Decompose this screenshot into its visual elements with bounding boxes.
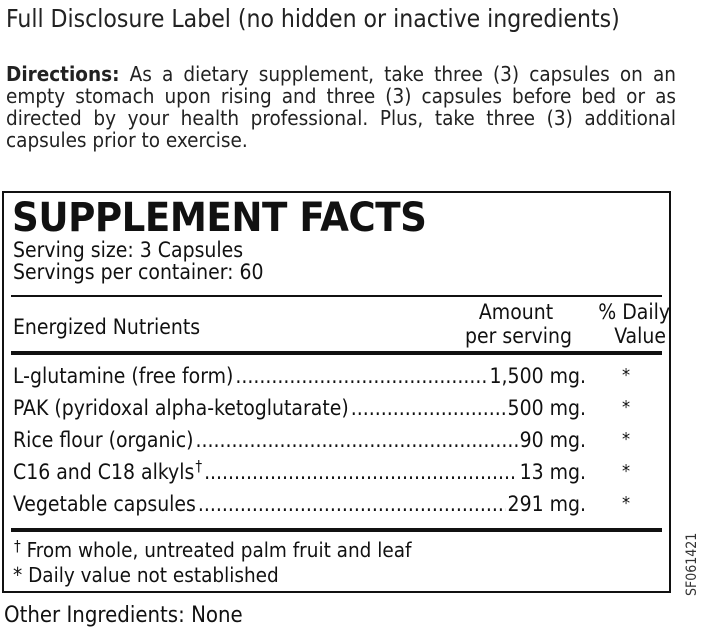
serving-size: Serving size: 3 Capsules [13,238,244,262]
nutrient-name: PAK (pyridoxal alpha-ketoglutarate) [13,396,349,420]
col-dv-line1: % Daily [598,300,670,324]
nutrient-dv: * [621,461,631,482]
disclosure-heading: Full Disclosure Label (no hidden or inactive ingredients) [6,4,620,33]
footnote-dagger [13,538,411,564]
dagger-mark: † [195,457,203,475]
nutrient-row [13,457,586,487]
nutrients-divider [11,351,662,355]
col-dv-header [584,300,670,348]
footnote-star: * Daily value not established [13,563,279,587]
supplement-facts-panel [2,191,671,593]
nutrient-row [13,489,586,519]
leader-dots [195,425,517,455]
nutrient-amount: 1,500 mg. [489,364,586,388]
nutrient-row [13,393,586,423]
other-ingredients: Other Ingredients: None [4,603,243,628]
facts-title: SUPPLEMENT FACTS [12,195,427,241]
footnote-divider [11,528,662,532]
nutrient-row [13,361,586,391]
nutrient-name: Rice flour (organic) [13,428,194,452]
side-code: SF061421 [684,532,700,596]
nutrient-amount: 90 mg. [519,428,586,452]
nutrient-name: Vegetable capsules [13,492,196,516]
leader-dots [198,489,506,519]
col-nutrients-header: Energized Nutrients [13,315,201,339]
nutrient-dv: * [621,397,631,418]
nutrient-amount: 500 mg. [507,396,586,420]
nutrient-amount: 13 mg. [519,460,586,484]
nutrient-dv: * [621,493,631,514]
directions-text: As a dietary supplement, take three (3) capsules on an empty stomach upon rising and three (3) capsules before bed or as directed by your health professional. Plus, take three (3) additional capsules prior to exercise. [6,62,676,152]
nutrient-name: L-glutamine (free form) [13,364,234,388]
leader-dots [235,361,487,391]
footnote-dagger-mark: † [14,537,21,555]
directions-paragraph [6,63,676,151]
nutrient-row [13,425,586,455]
footnote-dagger-text: From whole, untreated palm fruit and leaf [20,538,412,562]
col-amount-header [456,300,572,348]
nutrient-name: C16 and C18 alkyls [13,460,195,484]
nutrient-dv: * [621,429,631,450]
leader-dots [351,393,506,423]
col-amount-line1: Amount [478,300,554,324]
header-divider [11,295,662,297]
col-dv-line2: Value [614,324,666,348]
serving-info [13,239,264,283]
servings-per-container: Servings per container: 60 [13,260,264,284]
nutrient-dv: * [621,365,631,386]
col-amount-line2: per serving [464,324,572,348]
leader-dots [204,457,518,487]
nutrient-amount: 291 mg. [507,492,586,516]
directions-label: Directions: [6,62,120,86]
